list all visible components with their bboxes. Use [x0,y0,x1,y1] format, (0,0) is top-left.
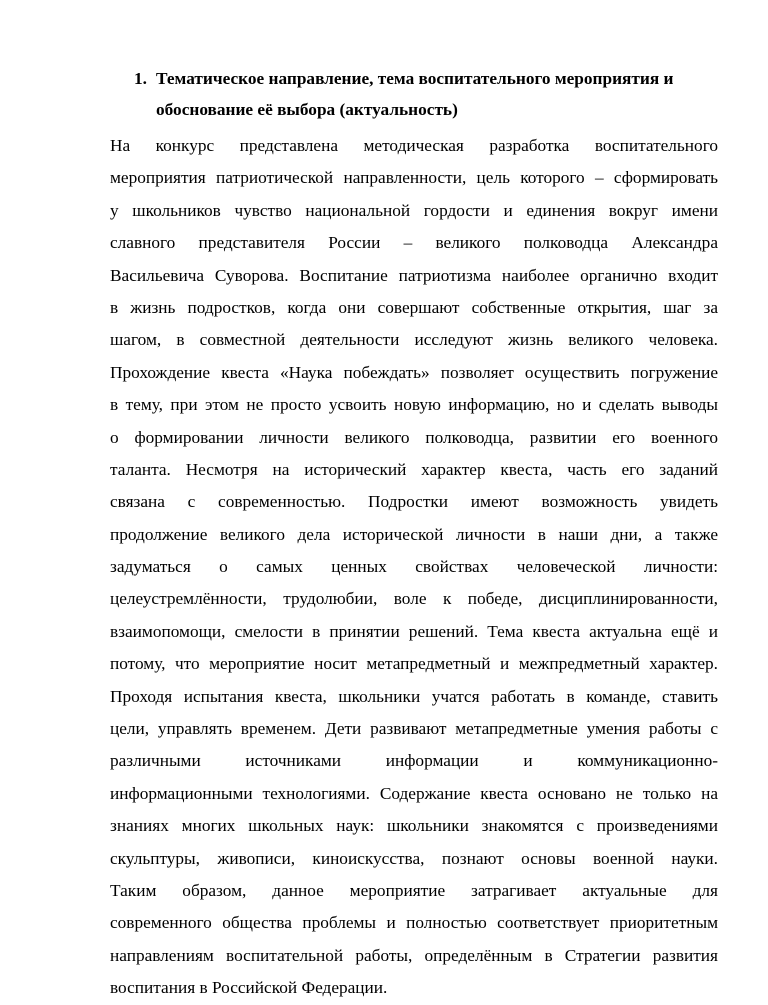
paragraph-line: знаниях многих школьных наук: школьники знакомятся с произведениями [110,816,718,836]
paragraph-line-last: воспитания в Российской Федерации. [110,978,388,998]
paragraph-line: таланта. Несмотря на исторический характер квеста, часть его заданий [110,459,718,479]
heading-line-2: обоснование её выбора (актуальность) [156,100,458,119]
paragraph-line: о формировании личности великого полководца, развитии его военного [110,427,718,447]
paragraph-line: задуматься о самых ценных свойствах человеческой личности: [110,557,718,577]
heading-number: 1. [134,69,147,88]
paragraph-line: Таким образом, данное мероприятие затрагивает актуальные для [110,880,718,900]
paragraph-line: мероприятия патриотической направленности, цель которого – сформировать [110,168,718,188]
paragraph-line: потому, что мероприятие носит метапредметный и межпредметный характер. [110,654,718,674]
paragraph-line: шагом, в совместной деятельности исследуют жизнь великого человека. [110,330,718,350]
paragraph-line: цели, управлять временем. Дети развивают метапредметные умения работы с [110,719,718,739]
paragraph-line: Васильевича Суворова. Воспитание патриотизма наиболее органично входит [110,265,718,285]
body-paragraph [110,130,718,1005]
paragraph-line: в жизнь подростков, когда они совершают собственные открытия, шаг за [110,297,718,317]
paragraph-line: взаимопомощи, смелости в принятии решений. Тема квеста актуальна ещё и [110,621,718,641]
paragraph-line: продолжение великого дела исторической личности в наши дни, а также [110,524,718,544]
heading-line-1: Тематическое направление, тема воспитательного мероприятия и [156,69,674,88]
paragraph-line: На конкурс представлена методическая разработка воспитательного [110,136,718,155]
paragraph-line: информационными технологиями. Содержание квеста основано не только на [110,783,718,803]
paragraph-line: Проходя испытания квеста, школьники учатся работать в команде, ставить [110,686,718,706]
paragraph-line: современного общества проблемы и полностью соответствует приоритетным [110,913,718,933]
paragraph-line: различными источниками информации и коммуникационно- [110,751,718,771]
paragraph-line: Прохождение квеста «Наука побеждать» позволяет осуществить погружение [110,362,718,382]
section-heading [134,63,718,125]
paragraph-line: связана с современностью. Подростки имеют возможность увидеть [110,492,718,512]
paragraph-line: направлениям воспитательной работы, определённым в Стратегии развития [110,945,718,965]
paragraph-line: славного представителя России – великого полководца Александра [110,233,718,253]
paragraph-line: целеустремлённости, трудолюбии, воле к победе, дисциплинированности, [110,589,718,609]
paragraph-line: у школьников чувство национальной гордости и единения вокруг имени [110,200,718,220]
paragraph-line: скульптуры, живописи, киноискусства, познают основы военной науки. [110,848,718,868]
paragraph-line: в тему, при этом не просто усвоить новую информацию, но и сделать выводы [110,395,718,415]
